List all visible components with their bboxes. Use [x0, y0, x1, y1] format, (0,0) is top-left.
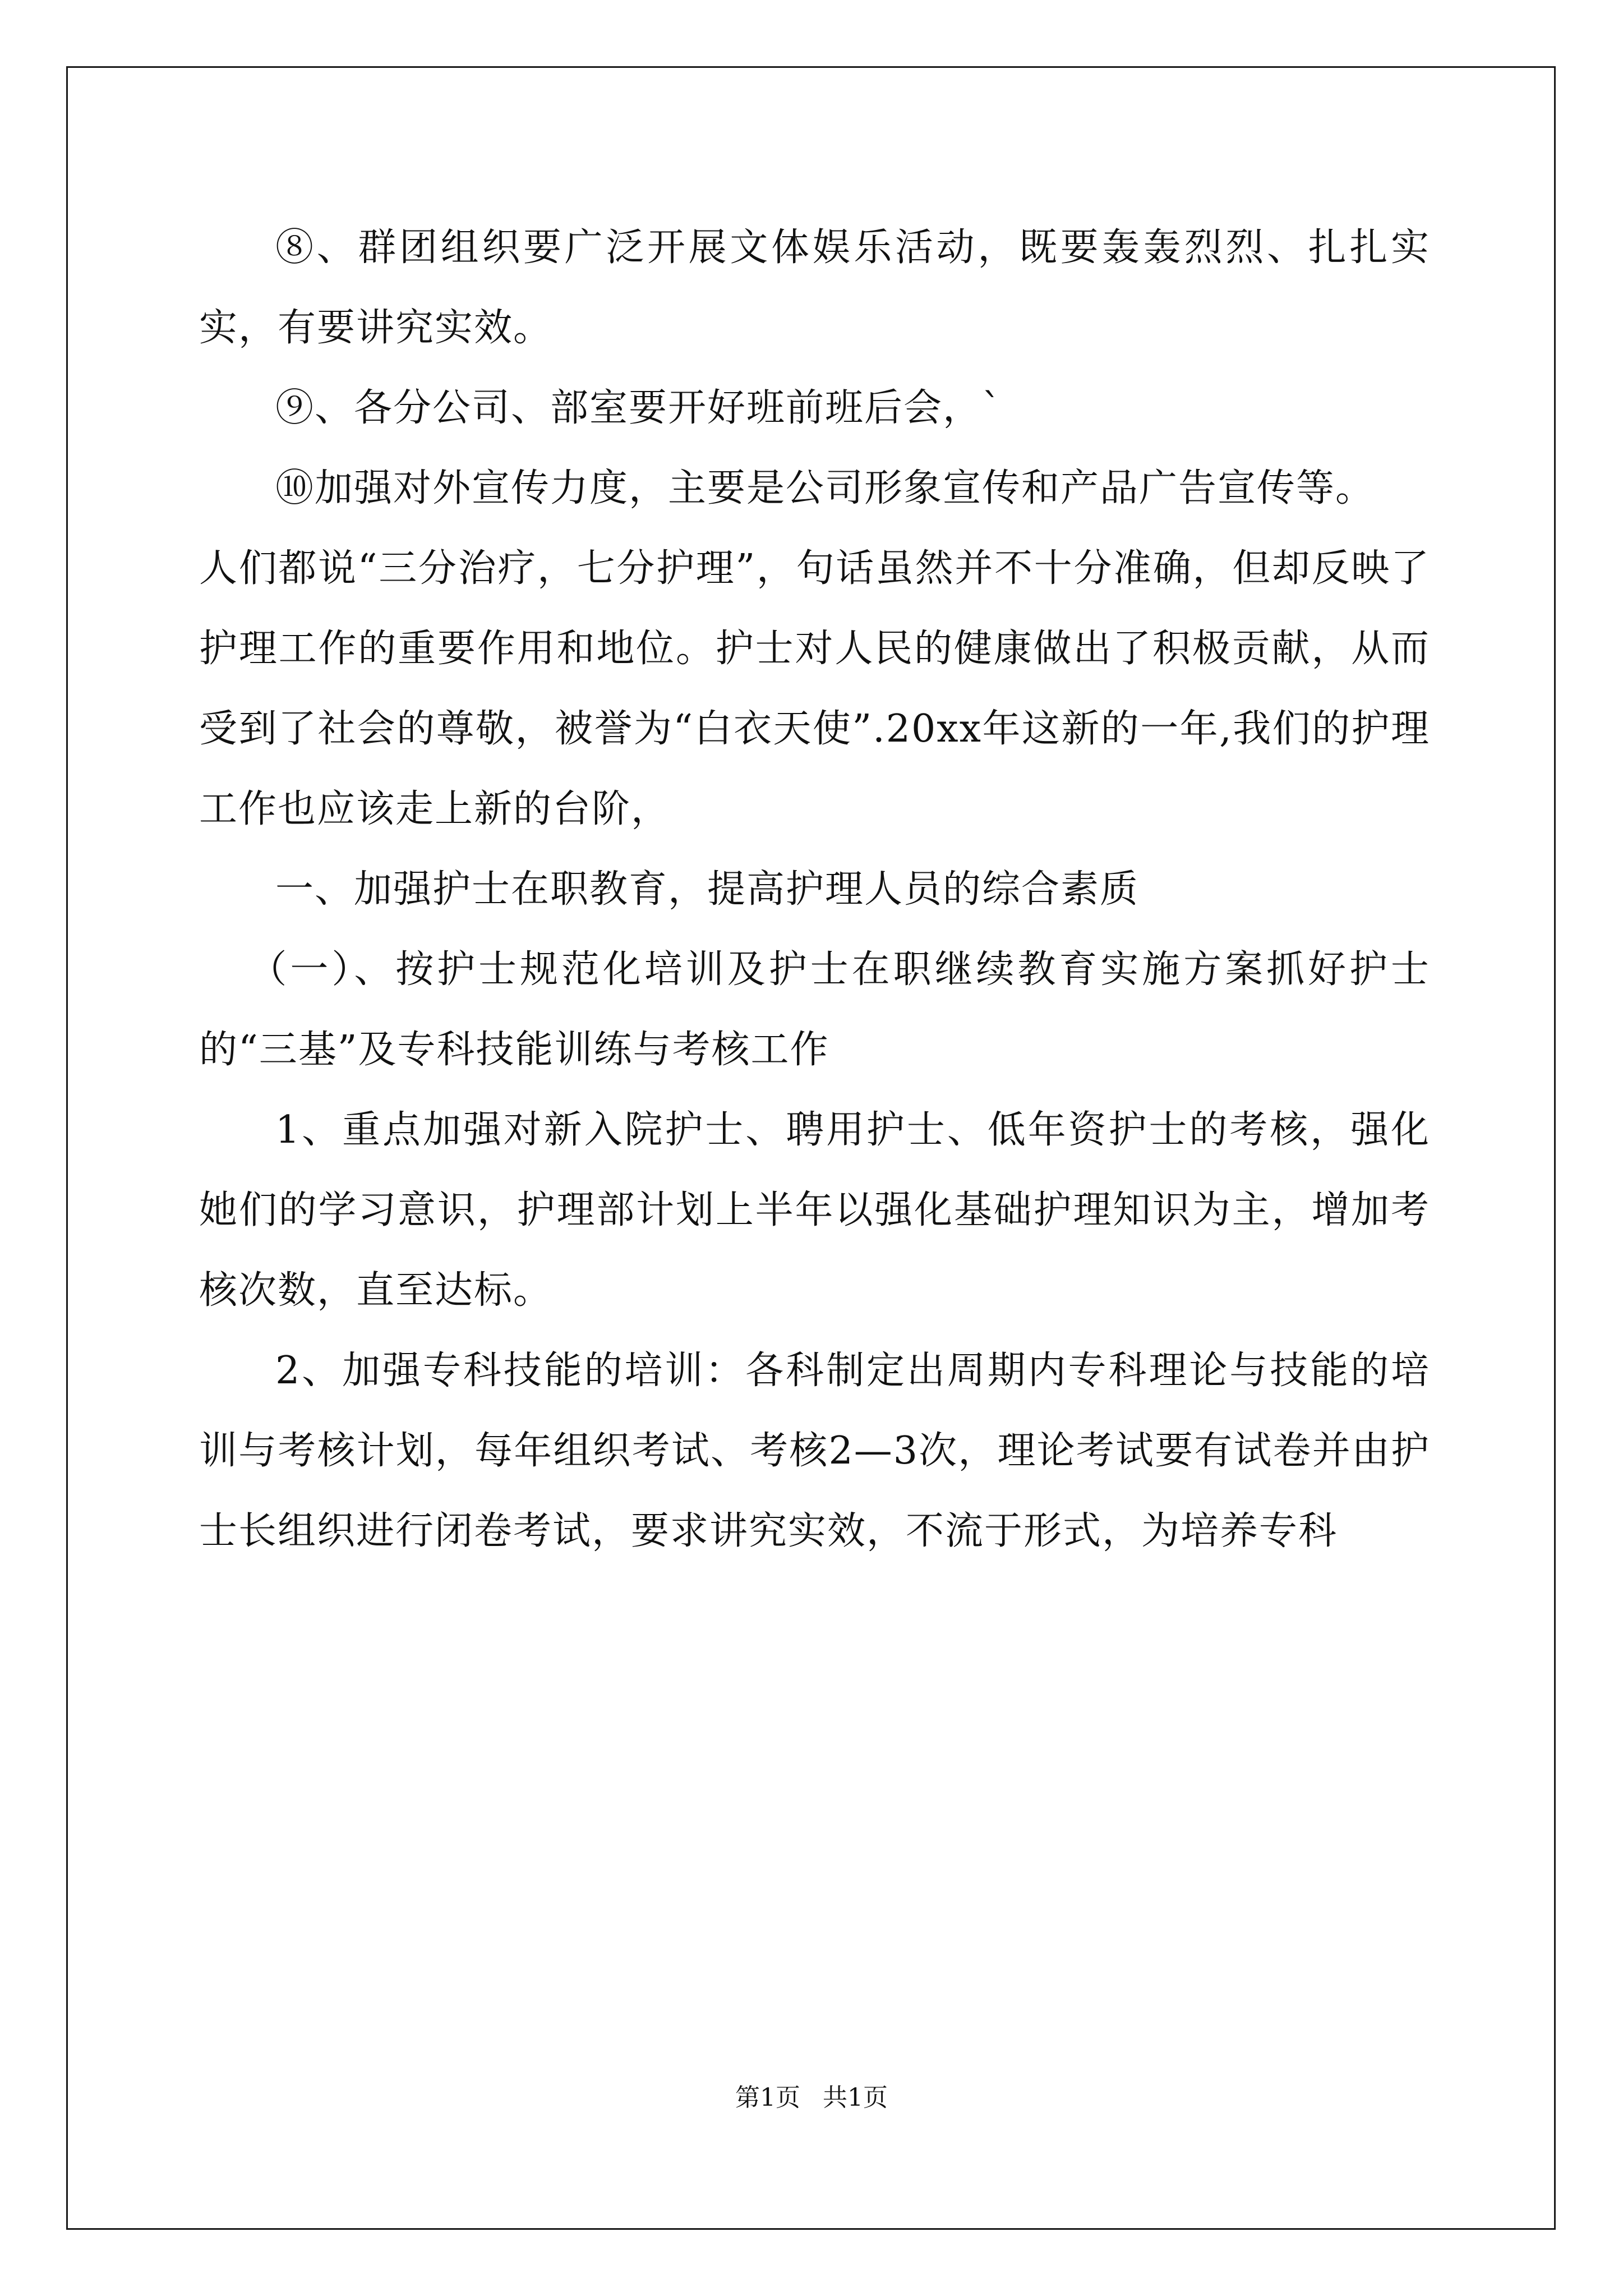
paragraph-9: ⑨、各分公司、部室要开好班前班后会，` [275, 386, 1003, 430]
page-footer [0, 2081, 1623, 2115]
paragraph-8: ⑧、群团组织要广泛开展文体娱乐活动，既要轰轰烈烈、扎扎实实，有要讲究实效。 [199, 226, 1430, 350]
page-number-total: 共1页 [823, 2083, 888, 2112]
paragraph-nursing-intro: 人们都说“三分治疗，七分护理”，句话虽然并不十分准确，但却反映了护理工作的重要作用和地位。护士对人民的健康做出了积极贡献，从而受到了社会的尊敬，被誉为“白衣天使”.20xx年这新的一年,我们的护理工作也应该走上新的台阶， [199, 546, 1430, 831]
list-item-1: 1、重点加强对新入院护士、聘用护士、低年资护士的考核，强化她们的学习意识，护理部计划上半年以强化基础护理知识为主，增加考核次数，直至达标。 [199, 1108, 1430, 1313]
paragraph-10: ⑩加强对外宣传力度，主要是公司形象宣传和产品广告宣传等。 [275, 466, 1375, 510]
list-item-2: 2、加强专科技能的培训：各科制定出周期内专科理论与技能的培训与考核计划，每年组织考试、考核2—3次，理论考试要有试卷并由护士长组织进行闭卷考试，要求讲究实效，不流于形式，为培养专科 [199, 1349, 1430, 1553]
page-number-current: 第1页 [735, 2083, 800, 2112]
section-heading-1: 一、加强护士在职教育，提高护理人员的综合素质 [275, 867, 1140, 912]
document-body [199, 208, 1430, 1571]
subsection-heading-1: （一）、按护士规范化培训及护士在职继续教育实施方案抓好护士的“三基”及专科技能训练与考核工作 [199, 947, 1430, 1072]
